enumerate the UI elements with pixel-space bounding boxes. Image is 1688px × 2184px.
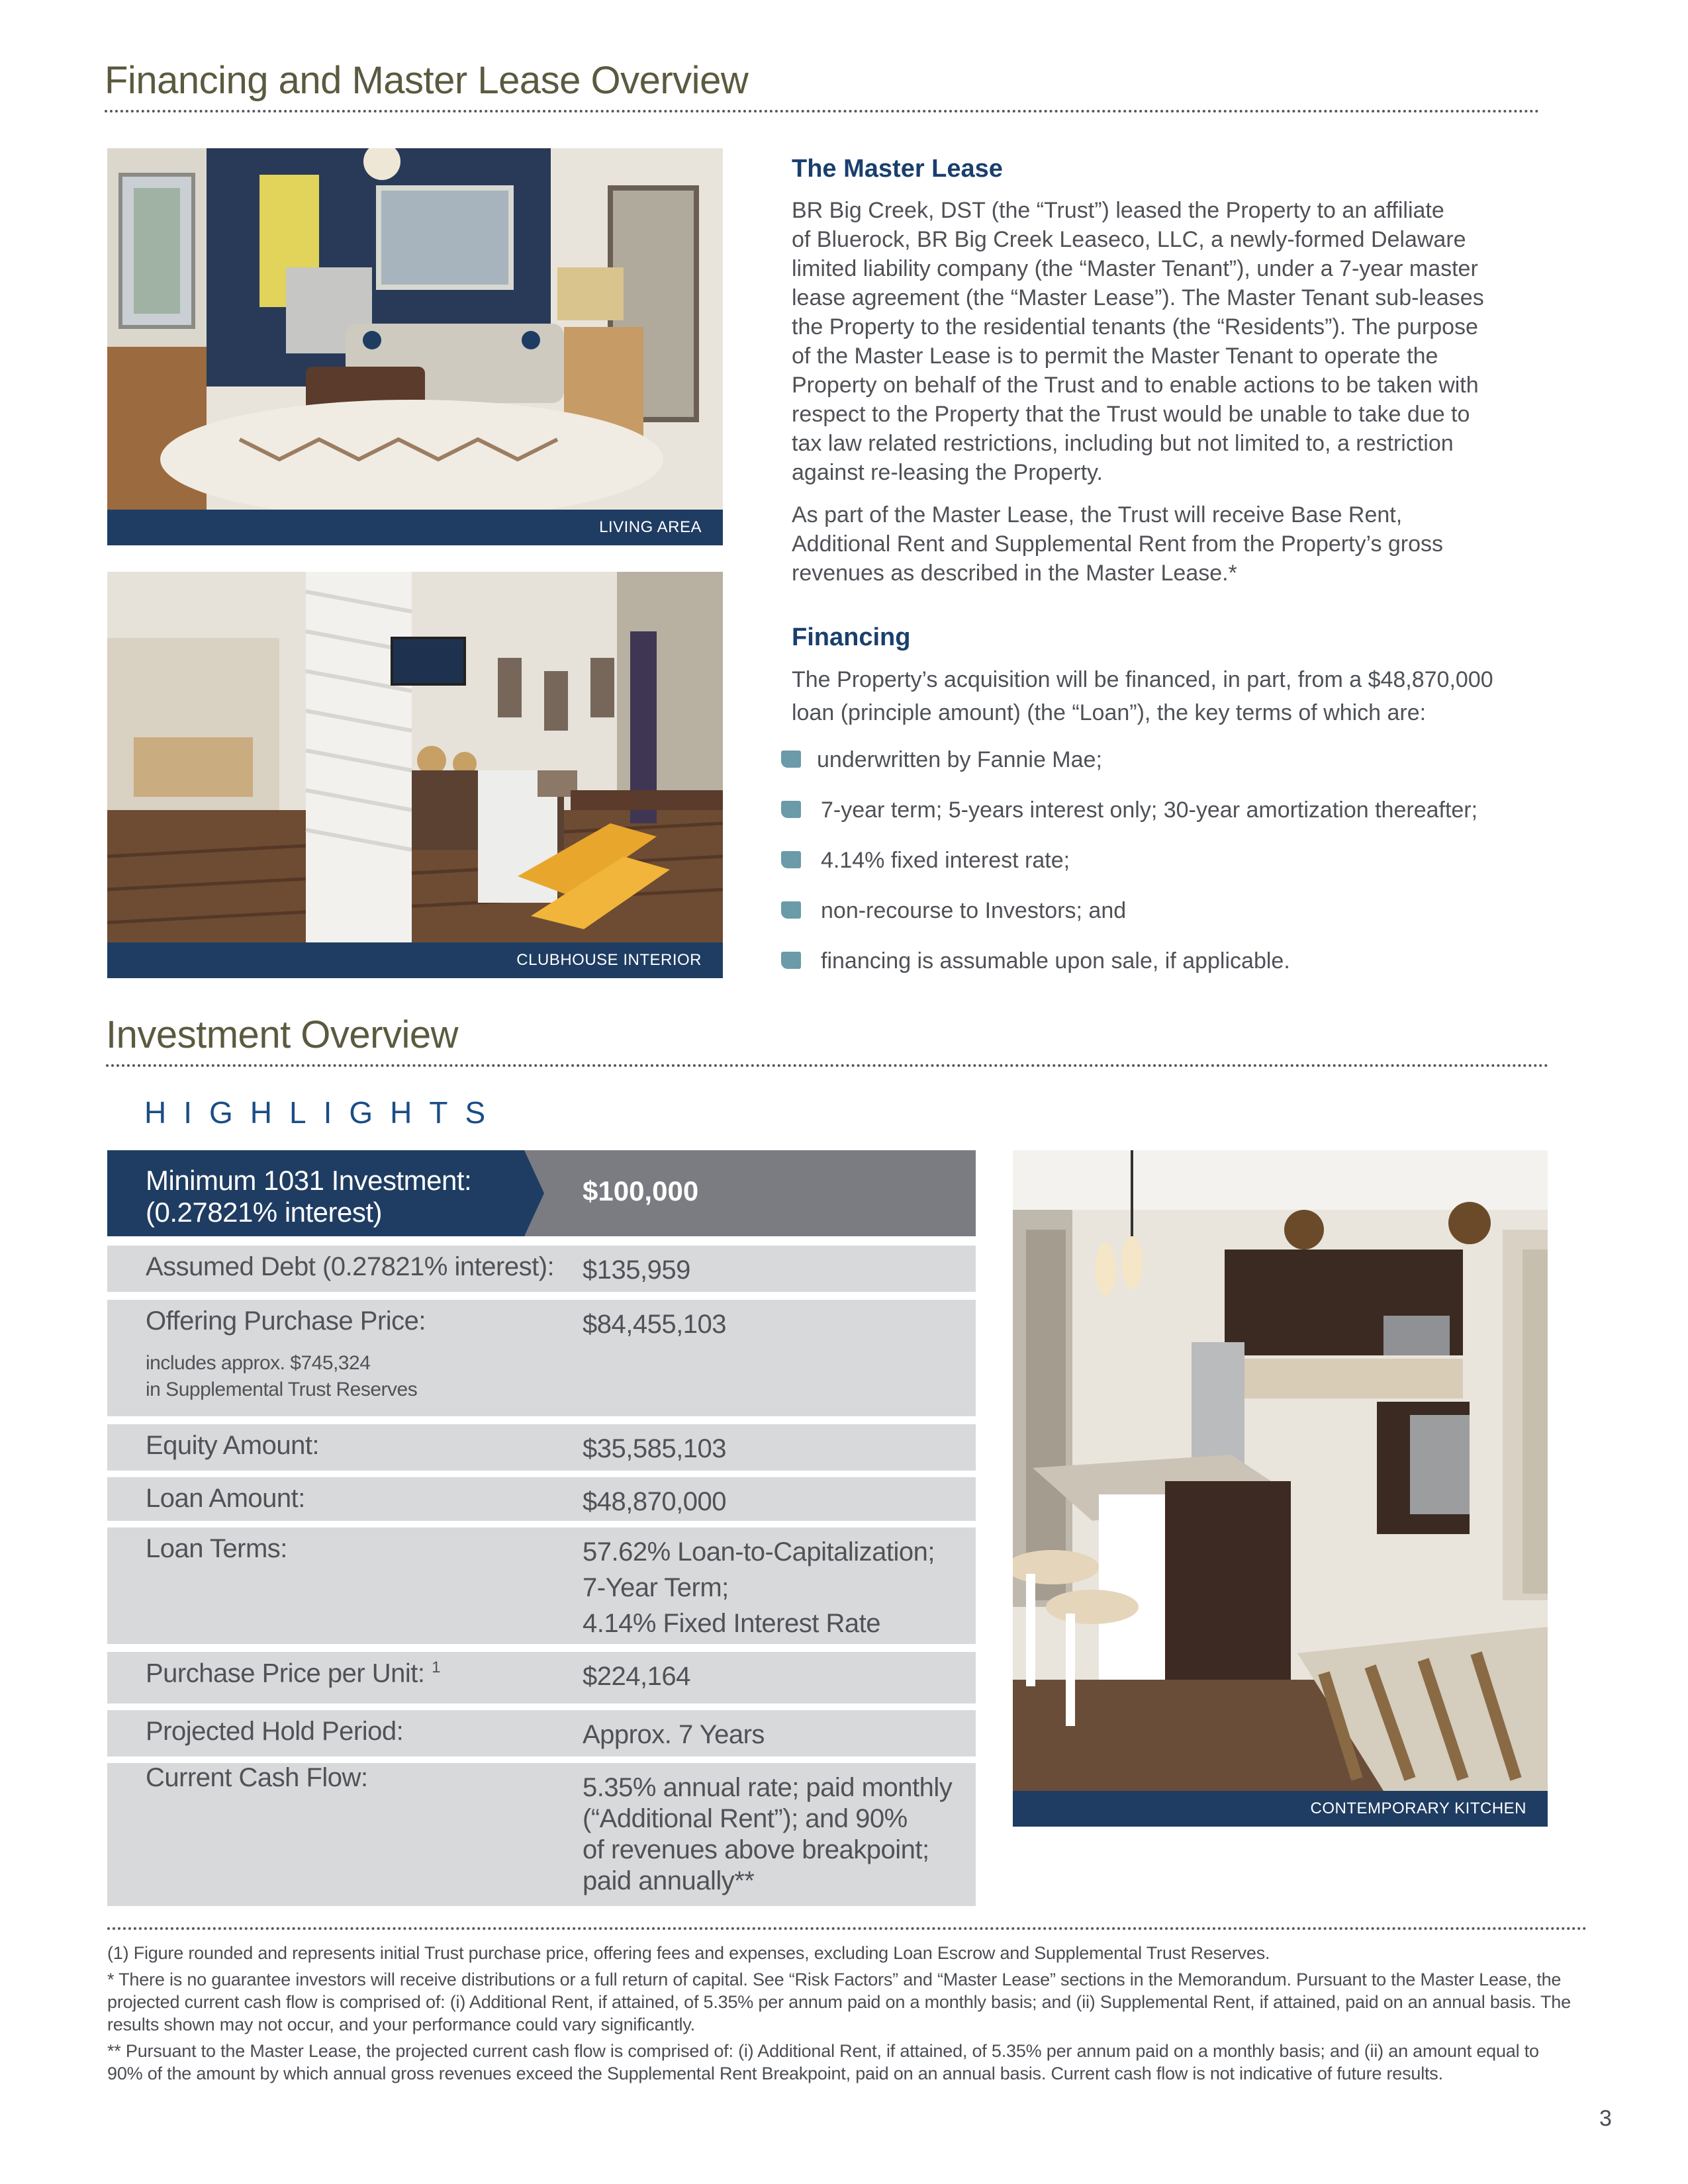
assumed-debt-row — [107, 1246, 976, 1292]
cash-flow-label: Current Cash Flow: — [146, 1763, 368, 1792]
financing-line: loan (principle amount) (the “Loan”), the key terms of which are: — [792, 700, 1427, 725]
master-lease-line: Additional Rent and Supplemental Rent from the Property’s gross — [792, 531, 1444, 557]
page-title: Financing and Master Lease Overview — [105, 59, 749, 102]
master-lease-line: As part of the Master Lease, the Trust will receive Base Rent, — [792, 502, 1403, 527]
loan-amount-row — [107, 1477, 976, 1521]
footnote-divider — [107, 1927, 1587, 1930]
offering-price-label: Offering Purchase Price: — [146, 1306, 426, 1336]
page-number: 3 — [1599, 2106, 1612, 2131]
living-area-caption: LIVING AREA — [107, 510, 723, 545]
master-lease-line: of Bluerock, BR Big Creek Leaseco, LLC, a newly-formed Delaware — [792, 227, 1466, 252]
master-lease-line: revenues as described in the Master Lease.* — [792, 561, 1237, 586]
footnote-ref: 1 — [432, 1659, 440, 1676]
clubhouse-photo — [107, 572, 723, 942]
clubhouse-caption: CLUBHOUSE INTERIOR — [107, 942, 723, 978]
master-lease-line: Property on behalf of the Trust and to enable actions to be taken with — [792, 373, 1479, 398]
master-lease-line: BR Big Creek, DST (the “Trust”) leased the Property to an affiliate — [792, 198, 1444, 223]
offering-price-note: includes approx. $745,324 in Supplemental Trust Reserves — [146, 1352, 418, 1400]
kitchen-photo — [1013, 1150, 1548, 1791]
financing-body — [792, 663, 1573, 729]
footnote-3-line: 90% of the amount by which annual gross revenues exceed the Supplemental Rent Breakpoint, paid on an annual basis. Current cash flow is not indicative of future results. — [107, 2064, 1443, 2083]
equity-row — [107, 1424, 976, 1471]
master-lease-line: respect to the Property that the Trust would be unable to take due to — [792, 402, 1470, 427]
offering-price-row — [107, 1300, 976, 1416]
bullet-marker-icon — [781, 901, 801, 919]
footnote-2-line: * There is no guarantee investors will receive distributions or a full return of capital. See “Risk Factors” and “Master Lease” sections in the Memorandum. Pursuant to the Master Lease, the — [107, 1970, 1562, 1989]
footnote-3-line: ** Pursuant to the Master Lease, the projected current cash flow is comprised of: (i) Additional Rent, if attained, of 5.35% per annum paid on a monthly basis; and (ii) an amount equal to — [107, 2041, 1539, 2061]
footnote-1: (1) Figure rounded and represents initial Trust purchase price, offering fees and expenses, excluding Loan Escrow and Supplemental Trust Reserves. — [107, 1943, 1270, 1963]
master-lease-line: limited liability company (the “Master Tenant”), under a 7-year master — [792, 256, 1478, 281]
price-per-unit-row — [107, 1652, 976, 1704]
master-lease-body — [792, 196, 1573, 588]
cash-flow-row — [107, 1763, 976, 1906]
assumed-debt-label: Assumed Debt (0.27821% interest): — [146, 1252, 555, 1281]
offering-price-value: $84,455,103 — [583, 1310, 726, 1339]
price-per-unit-value: $224,164 — [583, 1662, 690, 1691]
investment-overview-title: Investment Overview — [106, 1013, 459, 1056]
loan-terms-label: Loan Terms: — [146, 1534, 287, 1563]
min-investment-value: $100,000 — [583, 1175, 699, 1206]
footnote-2-line: results shown may not occur, and your performance could vary significantly. — [107, 2015, 695, 2034]
footnote-2-line: projected current cash flow is comprised of: (i) Additional Rent, if attained, of 5.35% per annum paid on a monthly basis; and (ii) Supplemental Rent, if attained, paid on an annual basis. The — [107, 1992, 1571, 2012]
living-area-photo — [107, 148, 723, 510]
hold-period-label: Projected Hold Period: — [146, 1717, 404, 1746]
price-per-unit-label: Purchase Price per Unit: $^1$ — [146, 1659, 440, 1688]
financing-line: The Property’s acquisition will be financed, in part, from a $48,870,000 — [792, 667, 1493, 692]
min-investment-row — [107, 1150, 976, 1236]
kitchen-caption: CONTEMPORARY KITCHEN — [1013, 1791, 1548, 1827]
equity-label: Equity Amount: — [146, 1431, 320, 1460]
bullet-marker-icon — [781, 851, 801, 868]
assumed-debt-value: $135,959 — [583, 1255, 690, 1285]
hold-period-value: Approx. 7 Years — [583, 1720, 765, 1749]
cash-flow-value: 5.35% annual rate; paid monthly (“Additional Rent”); and 90% of revenues above breakpoint; paid annually** — [583, 1773, 953, 1895]
loan-terms-value: 57.62% Loan-to-Capitalization; 7-Year Term; 4.14% Fixed Interest Rate — [583, 1537, 935, 1638]
loan-amount-label: Loan Amount: — [146, 1484, 305, 1513]
master-lease-line: against re-leasing the Property. — [792, 460, 1103, 485]
loan-terms-row — [107, 1527, 976, 1644]
investment-divider — [106, 1064, 1549, 1067]
master-lease-line: of the Master Lease is to permit the Master Tenant to operate the — [792, 343, 1438, 369]
highlights-label: HIGHLIGHTS — [144, 1095, 503, 1130]
hold-period-row — [107, 1710, 976, 1756]
footnotes — [107, 1942, 1597, 2085]
financing-heading: Financing — [792, 623, 911, 651]
bullet-marker-icon — [781, 952, 801, 969]
master-lease-line: the Property to the residential tenants (the “Residents”). The purpose — [792, 314, 1478, 340]
master-lease-heading: The Master Lease — [792, 155, 1003, 183]
equity-value: $35,585,103 — [583, 1434, 726, 1463]
loan-amount-value: $48,870,000 — [583, 1487, 726, 1516]
bullet-marker-icon — [781, 801, 801, 818]
min-investment-label: Minimum 1031 Investment: (0.27821% interest) — [146, 1165, 472, 1228]
bullet-marker-icon — [781, 751, 801, 768]
master-lease-line: tax law related restrictions, including but not limited to, a restriction — [792, 431, 1454, 456]
title-divider — [105, 110, 1540, 113]
master-lease-line: lease agreement (the “Master Lease”). The Master Tenant sub-leases — [792, 285, 1484, 310]
